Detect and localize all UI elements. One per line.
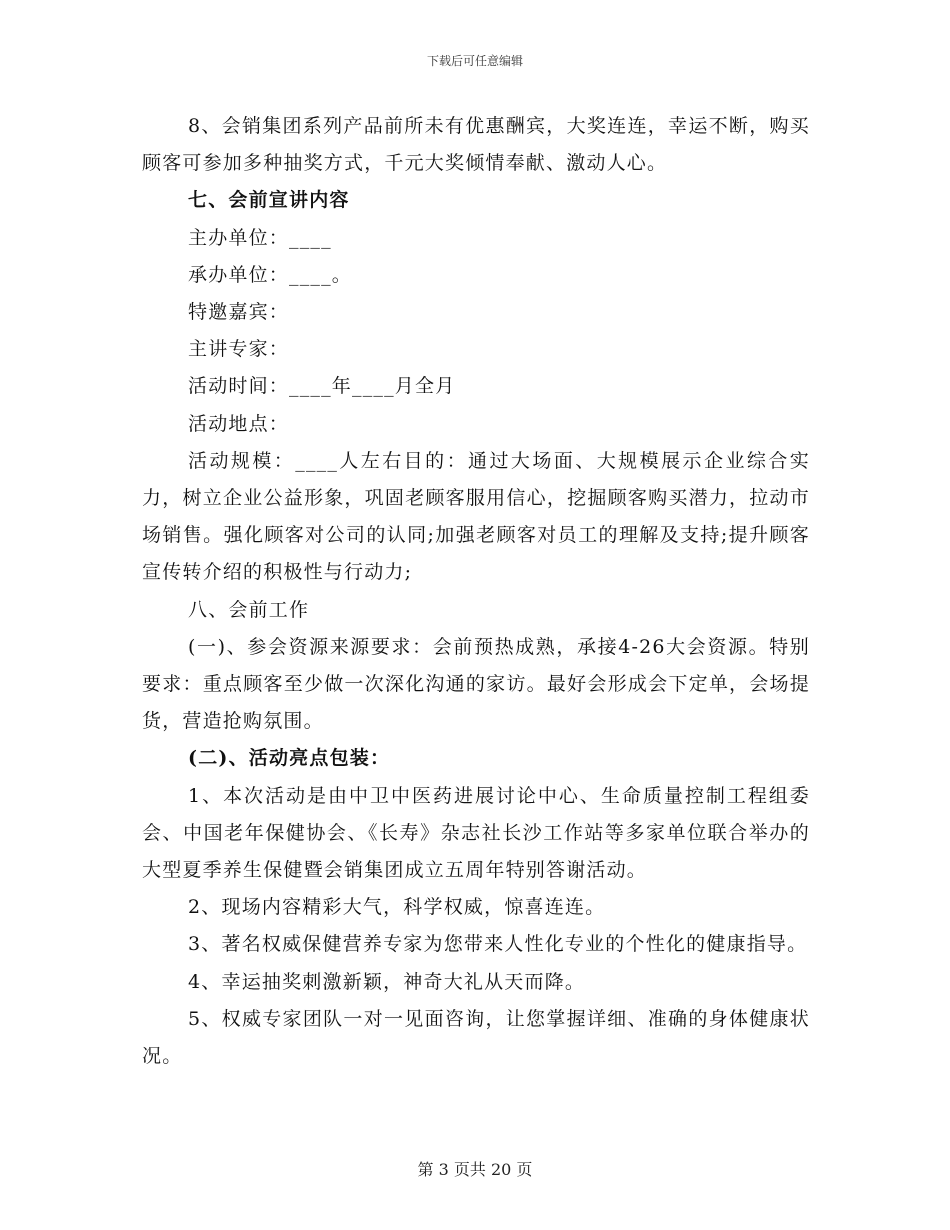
highlight-item-4: 4、幸运抽奖刺激新颖，神奇大礼从天而降。 <box>188 970 586 993</box>
field-event-location: 活动地点： <box>188 412 290 435</box>
paragraph-resource-requirements: (一)、参会资源来源要求：会前预热成熟，承接4-26大会资源。特别要求：重点顾客至少做一次深化沟通的家访。最好会形成会下定单，会场提货，营造抢购氛围。 <box>142 635 810 733</box>
field-organizer: 主办单位：____ <box>188 226 332 249</box>
page-header: 下载后可任意编辑 <box>426 54 523 68</box>
field-event-time: 活动时间：____年____月全月 <box>188 375 456 398</box>
paragraph-event-scale: 活动规模：____人左右目的：通过大场面、大规模展示企业综合实力，树立企业公益形象，巩固老顾客服用信心，挖掘顾客购买潜力，拉动市场销售。强化顾客对公司的认同;加强老顾客对员工的理解及支持;提升顾客宣传转介绍的积极性与行动力; <box>142 449 810 584</box>
highlight-item-1: 1、本次活动是由中卫中医药进展讨论中心、生命质量控制工程组委会、中国老年保健协会、《长寿》杂志社长沙工作站等多家单位联合举办的大型夏季养生保健暨会销集团成立五周年特别答谢活动。 <box>142 784 810 882</box>
page-footer: 第 3 页共 20 页 <box>417 1160 533 1179</box>
heading-section-8: 八、会前工作 <box>188 598 310 621</box>
highlight-item-3: 3、著名权威保健营养专家为您带来人性化专业的个性化的健康指导。 <box>188 933 808 956</box>
paragraph-prize-item-8: 8、会销集团系列产品前所未有优惠酬宾，大奖连连，幸运不断，购买顾客可参加多种抽奖方式，千元大奖倾情奉献、激动人心。 <box>142 115 810 175</box>
field-co-organizer: 承办单位：____。 <box>188 263 353 286</box>
highlight-item-2: 2、现场内容精彩大气，科学权威，惊喜连连。 <box>188 896 606 919</box>
field-lead-expert: 主讲专家： <box>188 338 290 361</box>
heading-section-7: 七、会前宣讲内容 <box>188 189 350 212</box>
heading-highlights: (二)、活动亮点包装： <box>188 747 391 770</box>
field-special-guests: 特邀嘉宾： <box>188 301 290 324</box>
document-body <box>142 108 810 1075</box>
highlight-item-5: 5、权威专家团队一对一见面咨询，让您掌握详细、准确的身体健康状况。 <box>142 1007 810 1068</box>
